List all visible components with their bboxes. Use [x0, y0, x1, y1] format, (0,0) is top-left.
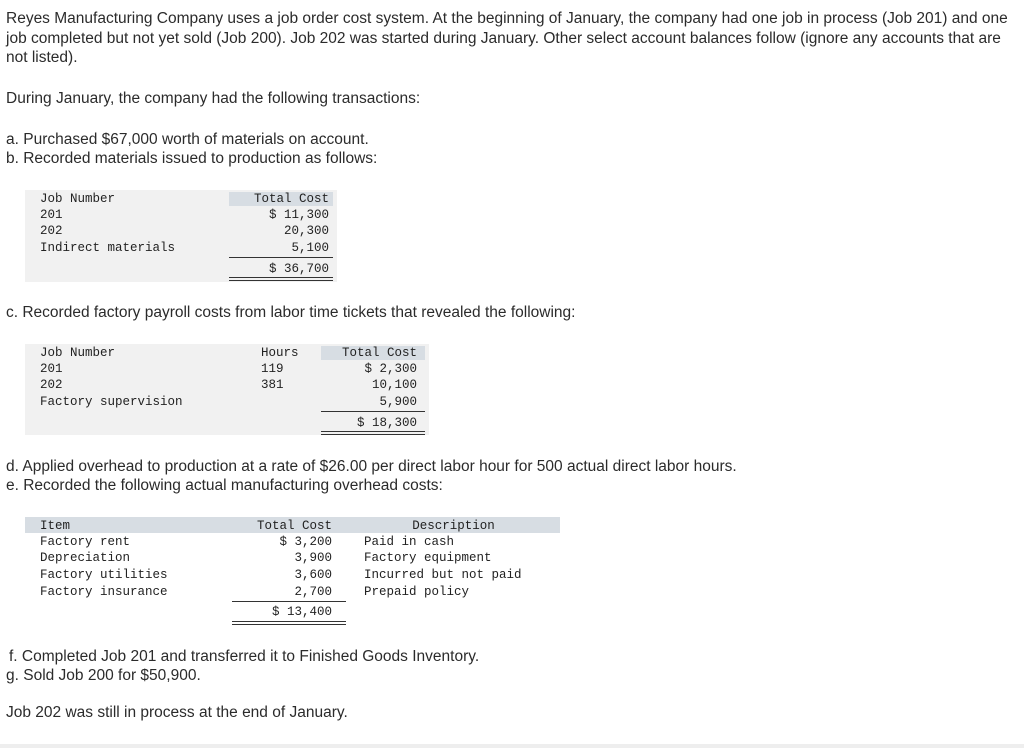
labor-header-hours: Hours — [261, 346, 299, 360]
overhead-row-cost: 3,600 — [294, 568, 332, 582]
transaction-d: d. Applied overhead to production at a rate of $26.00 per direct labor hour for 500 actual direct labor hours. — [6, 458, 737, 475]
transaction-c: c. Recorded factory payroll costs from labor time tickets that revealed the following: — [6, 304, 576, 321]
overhead-header-description: Description — [412, 519, 495, 533]
transaction-g: g. Sold Job 200 for $50,900. — [6, 667, 201, 684]
labor-row-cost: 10,100 — [371, 378, 417, 392]
materials-row-cost: $ 11,300 — [268, 208, 329, 222]
materials-subtotal-rule — [229, 257, 333, 258]
labor-row-hours: 381 — [261, 378, 284, 392]
overhead-row-cost: $ 3,200 — [279, 535, 332, 549]
overhead-subtotal-rule — [232, 601, 346, 602]
materials-row-cost: 5,100 — [291, 241, 329, 255]
materials-table — [25, 190, 337, 282]
materials-row-label: 201 — [40, 208, 63, 222]
labor-row-label: Factory supervision — [40, 395, 183, 409]
transactions-intro: During January, the company had the following transactions: — [6, 90, 421, 107]
transaction-a: a. Purchased $67,000 worth of materials on account. — [6, 131, 369, 148]
materials-row-cost: 20,300 — [283, 224, 329, 238]
materials-row-label: Indirect materials — [40, 241, 176, 255]
overhead-total: $ 13,400 — [271, 605, 332, 619]
labor-header-job: Job Number — [40, 346, 116, 360]
labor-row-cost: $ 2,300 — [364, 362, 417, 376]
overhead-row-cost: 3,900 — [294, 551, 332, 565]
labor-row-label: 201 — [40, 362, 63, 376]
overhead-row-description: Prepaid policy — [364, 585, 470, 599]
overhead-row-label: Factory rent — [40, 535, 131, 549]
overhead-row-description: Factory equipment — [364, 551, 492, 565]
overhead-row-cost: 2,700 — [294, 585, 332, 599]
overhead-header-item: Item — [40, 519, 71, 533]
overhead-row-description: Paid in cash — [364, 535, 455, 549]
labor-header-cost: Total Cost — [341, 346, 417, 360]
closing-note: Job 202 was still in process at the end of January. — [6, 704, 348, 721]
labor-row-cost: 5,900 — [379, 395, 417, 409]
overhead-row-label: Factory insurance — [40, 585, 168, 599]
labor-row-label: 202 — [40, 378, 63, 392]
transaction-f: f. Completed Job 201 and transferred it to Finished Goods Inventory. — [9, 648, 480, 665]
materials-header-cost: Total Cost — [253, 192, 329, 206]
overhead-row-label: Factory utilities — [40, 568, 168, 582]
overhead-header-cost: Total Cost — [256, 519, 332, 533]
intro-paragraph: Reyes Manufacturing Company uses a job order cost system. At the beginning of January, the company had one job in process (Job 201) and one job completed but not yet sold (Job 200). Job 202 was started during January. Other select account balances follow (ignore any accounts that are not listed). — [6, 10, 1008, 66]
labor-table — [25, 344, 429, 435]
materials-total-double-rule — [229, 277, 333, 281]
materials-total: $ 36,700 — [268, 262, 329, 276]
transaction-b: b. Recorded materials issued to production as follows: — [6, 150, 378, 167]
materials-row-label: 202 — [40, 224, 63, 238]
materials-header-job: Job Number — [40, 192, 116, 206]
transaction-e: e. Recorded the following actual manufacturing overhead costs: — [6, 477, 443, 494]
labor-row-hours: 119 — [261, 362, 284, 376]
bottom-divider — [0, 744, 1024, 748]
labor-total-double-rule — [321, 431, 425, 435]
labor-total: $ 18,300 — [356, 416, 417, 430]
overhead-row-description: Incurred but not paid — [364, 568, 522, 582]
overhead-total-double-rule — [232, 621, 346, 625]
overhead-row-label: Depreciation — [40, 551, 131, 565]
overhead-table — [25, 517, 560, 625]
labor-subtotal-rule — [321, 411, 425, 412]
